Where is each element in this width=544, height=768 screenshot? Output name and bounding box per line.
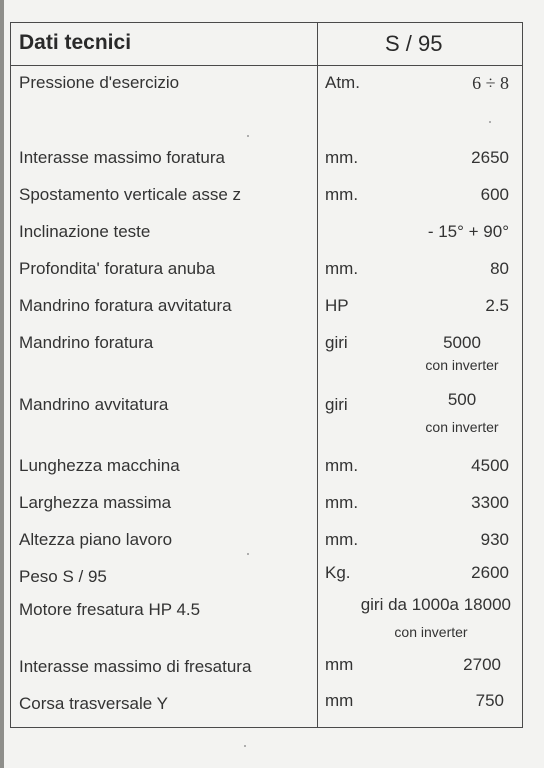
row-value: 500 bbox=[447, 390, 477, 409]
row-label: Larghezza massima bbox=[19, 493, 172, 512]
row-value: 750 bbox=[475, 691, 504, 710]
paper-speck bbox=[489, 121, 491, 123]
model-label: S / 95 bbox=[385, 31, 443, 56]
row-label: Motore fresatura HP 4.5 bbox=[19, 600, 201, 619]
row-unit: mm. bbox=[325, 456, 359, 475]
row-unit: mm. bbox=[325, 148, 359, 167]
row-unit: mm. bbox=[325, 493, 359, 512]
row-value: 930 bbox=[480, 530, 509, 549]
row-unit: mm bbox=[325, 655, 354, 674]
row-value: 2.5 bbox=[485, 296, 509, 315]
row-note: con inverter bbox=[425, 357, 499, 373]
row-value: giri da 1000a 18000 bbox=[360, 595, 511, 614]
row-unit: HP bbox=[325, 296, 349, 315]
row-unit: mm. bbox=[325, 530, 359, 549]
row-value: 4500 bbox=[471, 456, 509, 475]
row-unit: giri bbox=[325, 333, 348, 352]
row-unit: mm. bbox=[325, 259, 359, 278]
row-label: Mandrino foratura avvitatura bbox=[19, 296, 232, 315]
row-value: - 15° + 90° bbox=[427, 222, 509, 241]
column-divider bbox=[317, 23, 318, 727]
row-unit: mm bbox=[325, 691, 354, 710]
row-value: 2700 bbox=[463, 655, 501, 674]
row-label: Spostamento verticale asse z bbox=[19, 185, 242, 204]
row-label: Altezza piano lavoro bbox=[19, 530, 173, 549]
paper-speck bbox=[247, 135, 249, 137]
row-unit: giri bbox=[325, 395, 348, 414]
spec-table bbox=[10, 22, 523, 728]
row-label: Mandrino avvitatura bbox=[19, 395, 169, 414]
row-label: Inclinazione teste bbox=[19, 222, 151, 241]
row-label: Peso S / 95 bbox=[19, 567, 107, 586]
paper-speck bbox=[244, 745, 246, 747]
row-value: 5000 bbox=[443, 333, 481, 352]
table-title: Dati tecnici bbox=[19, 31, 132, 54]
row-label: Corsa trasversale Y bbox=[19, 694, 168, 713]
row-unit: mm. bbox=[325, 185, 359, 204]
page-edge bbox=[0, 0, 4, 768]
row-label: Profondita' foratura anuba bbox=[19, 259, 216, 278]
row-label: Interasse massimo foratura bbox=[19, 148, 225, 167]
paper-speck bbox=[247, 553, 249, 555]
row-value: 600 bbox=[480, 185, 509, 204]
row-note: con inverter bbox=[425, 419, 499, 435]
header-divider bbox=[11, 65, 522, 66]
row-value: 6 ÷ 8 bbox=[472, 73, 509, 93]
row-label: Pressione d'esercizio bbox=[19, 73, 180, 92]
row-note: con inverter bbox=[394, 624, 468, 640]
row-value: 2650 bbox=[471, 148, 509, 167]
row-value: 2600 bbox=[471, 563, 509, 582]
row-value: 3300 bbox=[471, 493, 509, 512]
row-label: Interasse massimo di fresatura bbox=[19, 657, 252, 676]
row-unit: Atm. bbox=[325, 73, 360, 92]
row-label: Mandrino foratura bbox=[19, 333, 154, 352]
row-unit: Kg. bbox=[325, 563, 351, 582]
row-label: Lunghezza macchina bbox=[19, 456, 180, 475]
row-value: 80 bbox=[490, 259, 509, 278]
